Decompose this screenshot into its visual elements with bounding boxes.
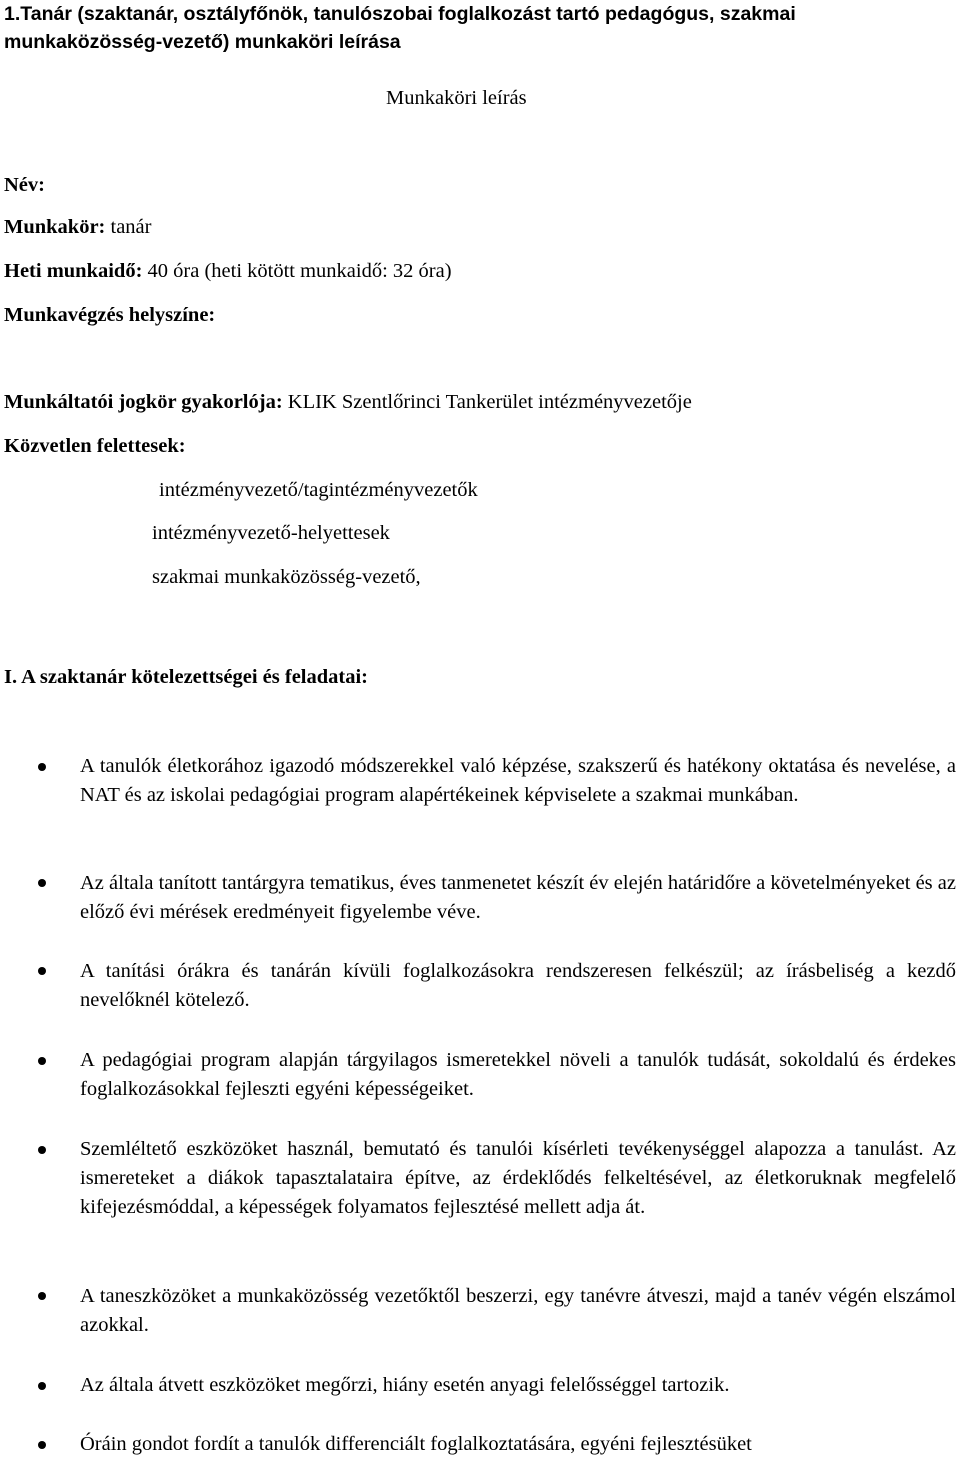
employer-field	[4, 388, 692, 416]
list-item: Az általa átvett eszközöket megőrzi, hiány esetén anyagi felelősséggel tartozik.	[80, 1374, 730, 1396]
employer-label: Munkáltatói jogkör gyakorlója:	[4, 391, 283, 413]
job-field	[4, 213, 152, 241]
job-value: tanár	[105, 216, 152, 238]
list-item: Az általa tanított tantárgyra tematikus, éves tanmenetet készít év elején határidőre a követelményeket és az előző évi mérések eredményeit figyelembe véve.	[80, 872, 956, 923]
hours-label: Heti munkaidő:	[4, 260, 143, 282]
job-label: Munkakör:	[4, 216, 106, 238]
superior-item: intézményvezető-helyettesek	[152, 522, 390, 544]
superior-item: szakmai munkaközösség-vezető,	[152, 566, 421, 588]
bullet-dot	[38, 1057, 46, 1065]
bullet-dot	[38, 967, 46, 975]
list-item: A tanulók életkorához igazodó módszerekkel való képzése, szakszerű és hatékony oktatása és nevelése, a NAT és az iskolai pedagógiai program alapértékeinek képviselete a szakmai munkában.	[80, 755, 956, 806]
bullet-dot	[38, 879, 46, 887]
list-item: Óráin gondot fordít a tanulók differenciált foglalkoztatására, egyéni fejlesztésüket	[80, 1433, 752, 1455]
location-field	[4, 301, 215, 329]
superiors-field	[4, 432, 186, 460]
location-label: Munkavégzés helyszíne:	[4, 304, 216, 326]
document-title: 1.Tanár (szaktanár, osztályfőnök, tanulószobai foglalkozást tartó pedagógus, szakmai munkaközösség-vezető) munkaköri leírása	[4, 3, 796, 53]
list-item: Szemléltető eszközöket használ, bemutató és tanulói kísérleti tevékenységgel alapozza a tanulást. Az ismereteket a diákok tapasztalataira építve, az érdeklődés felkeltésével, az életkoruknak megfelelő kifejezésmóddal, a képességek folyamatos fejlesztésé mellett adja át.	[80, 1138, 956, 1218]
bullet-dot	[38, 1146, 46, 1154]
employer-value: KLIK Szentlőrinci Tankerület intézményvezetője	[282, 391, 692, 413]
superiors-label: Közvetlen felettesek:	[4, 435, 186, 457]
name-field	[4, 171, 45, 199]
bullet-dot	[38, 1382, 46, 1390]
bullet-dot	[38, 763, 46, 771]
bullet-dot	[38, 1441, 46, 1449]
list-item: A tanítási órákra és tanárán kívüli foglalkozásokra rendszeresen felkészül; az írásbeliség a kezdő nevelőknél kötelező.	[80, 960, 956, 1011]
list-item: A pedagógiai program alapján tárgyilagos ismeretekkel növeli a tanulók tudását, sokoldalú és érdekes foglalkozásokkal fejleszti egyéni képességeiket.	[80, 1049, 956, 1100]
superior-item: intézményvezető/tagintézményvezetők	[159, 479, 478, 501]
hours-value: 40 óra (heti kötött munkaidő: 32 óra)	[142, 260, 452, 282]
bullet-dot	[38, 1292, 46, 1300]
list-item: A taneszközöket a munkaközösség vezetőktől beszerzi, egy tanévre átveszi, majd a tanév végén elszámol azokkal.	[80, 1285, 956, 1336]
name-label: Név:	[4, 174, 45, 196]
document-subtitle: Munkaköri leírás	[386, 87, 527, 109]
hours-field	[4, 257, 452, 285]
section-heading: I. A szaktanár kötelezettségei és feladatai:	[4, 666, 368, 688]
